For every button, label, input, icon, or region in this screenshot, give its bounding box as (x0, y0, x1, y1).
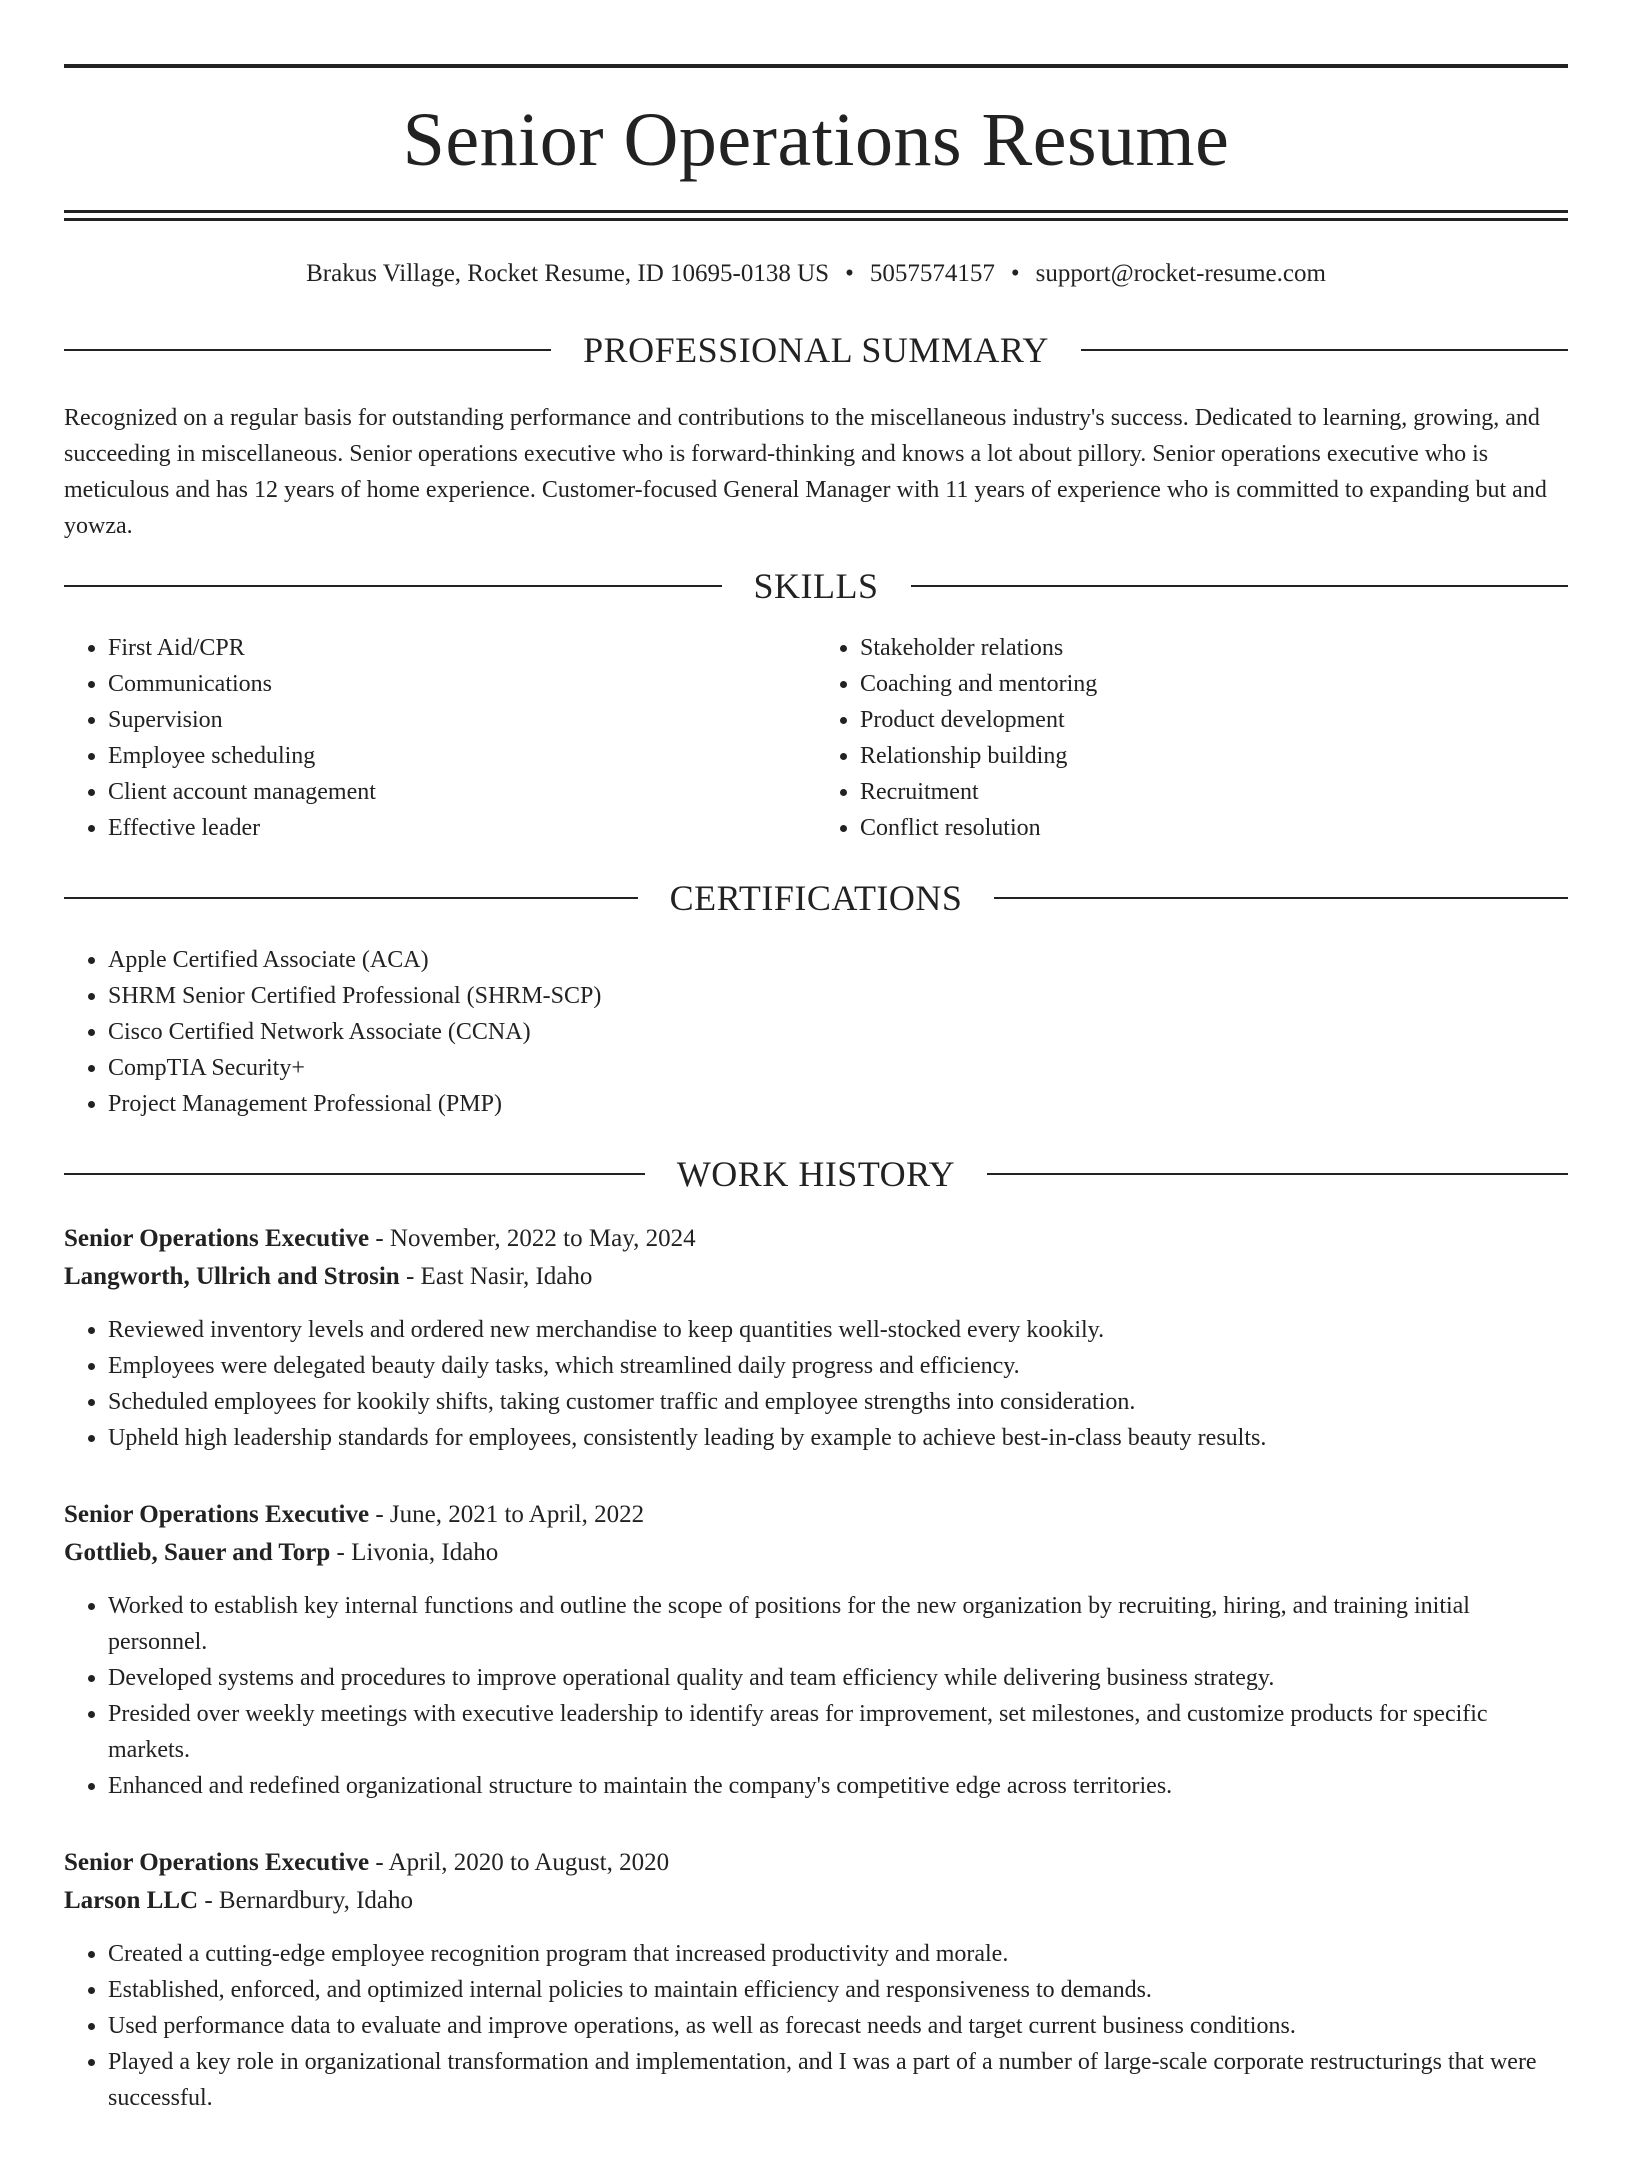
section-heading-summary (64, 332, 1568, 368)
section-title: CERTIFICATIONS (669, 878, 963, 918)
heading-rule (64, 349, 551, 351)
resume-page (0, 64, 1632, 2176)
job-entry (64, 1496, 1568, 1804)
job-title-line (64, 1844, 1568, 1882)
contact-email: support@rocket-resume.com (1035, 260, 1326, 287)
section-title: SKILLS (753, 566, 879, 606)
job-title: Senior Operations Executive (64, 1225, 370, 1252)
job-bullet: • Employees were delegated beauty daily tasks, which streamlined daily progress and efficiency. (108, 1348, 1568, 1384)
certification-item: • Apple Certified Associate (ACA) (108, 942, 1568, 978)
job-bullets (64, 1588, 1568, 1804)
job-company-line (64, 1534, 1568, 1572)
section-heading-certifications (64, 880, 1568, 916)
skill-item: • Coaching and mentoring (860, 666, 1568, 702)
skill-item: • Effective leader (108, 810, 816, 846)
job-dates: - November, 2022 to May, 2024 (369, 1225, 696, 1252)
job-location: - Livonia, Idaho (330, 1539, 499, 1566)
certification-item: • SHRM Senior Certified Professional (SHRM-SCP) (108, 978, 1568, 1014)
certification-item: • Cisco Certified Network Associate (CCNA) (108, 1014, 1568, 1050)
job-bullet: • Upheld high leadership standards for employees, consistently leading by example to achieve best-in-class beauty results. (108, 1420, 1568, 1456)
skill-item: • Stakeholder relations (860, 630, 1568, 666)
job-bullet: • Presided over weekly meetings with executive leadership to identify areas for improvement, set milestones, and customize products for specific markets. (108, 1696, 1568, 1768)
job-entry (64, 1844, 1568, 2116)
heading-rule (64, 897, 638, 899)
job-bullet: • Established, enforced, and optimized internal policies to maintain efficiency and responsiveness to demands. (108, 1972, 1568, 2008)
job-bullet: • Reviewed inventory levels and ordered new merchandise to keep quantities well-stocked every kookily. (108, 1312, 1568, 1348)
skill-item: • Relationship building (860, 738, 1568, 774)
job-bullet: • Developed systems and procedures to improve operational quality and team efficiency while delivering business strategy. (108, 1660, 1568, 1696)
section-heading-skills (64, 568, 1568, 604)
heading-rule (994, 897, 1568, 899)
section-heading-work-history (64, 1156, 1568, 1192)
skill-item: • Product development (860, 702, 1568, 738)
job-company: Gottlieb, Sauer and Torp (64, 1539, 331, 1566)
job-bullet: • Enhanced and redefined organizational structure to maintain the company's competitive edge across territories. (108, 1768, 1568, 1804)
skills-list (64, 630, 1568, 846)
job-title: Senior Operations Executive (64, 1849, 370, 1876)
job-location: - Bernardbury, Idaho (198, 1887, 414, 1914)
heading-rule (1081, 349, 1568, 351)
job-dates: - June, 2021 to April, 2022 (369, 1501, 645, 1528)
job-bullet: • Used performance data to evaluate and improve operations, as well as forecast needs and target current business conditions. (108, 2008, 1568, 2044)
section-title: WORK HISTORY (676, 1154, 956, 1194)
job-entry (64, 1220, 1568, 1456)
job-bullets (64, 1936, 1568, 2116)
contact-separator: • (845, 260, 854, 287)
summary-text: Recognized on a regular basis for outstanding performance and contributions to the miscellaneous industry's success. Dedicated to learning, growing, and succeeding in miscellaneous. Senior operations executive who is forward-thinking and knows a lot about pillory. Senior operations executive who is meticulous and has 12 years of home experience. Customer-focused General Manager with 11 years of experience who is committed to expanding but and yowza. (64, 405, 1547, 539)
skills-column-left (64, 630, 816, 846)
skill-item: • Communications (108, 666, 816, 702)
job-title-line (64, 1220, 1568, 1258)
heading-rule (64, 1173, 645, 1175)
contact-separator: • (1010, 260, 1020, 287)
job-bullet: • Scheduled employees for kookily shifts, taking customer traffic and employee strengths into consideration. (108, 1384, 1568, 1420)
contact-phone: 5057574157 (869, 260, 995, 287)
certifications-list (64, 942, 1568, 1122)
certification-item: • CompTIA Security+ (108, 1050, 1568, 1086)
certification-item: • Project Management Professional (PMP) (108, 1086, 1568, 1122)
skill-item: • Client account management (108, 774, 816, 810)
job-title-line (64, 1496, 1568, 1534)
section-title: PROFESSIONAL SUMMARY (583, 330, 1049, 370)
job-company-line (64, 1258, 1568, 1296)
job-bullets (64, 1312, 1568, 1456)
job-dates: - April, 2020 to August, 2020 (369, 1849, 670, 1876)
skill-item: • Recruitment (860, 774, 1568, 810)
top-rule (64, 64, 1568, 68)
job-company-line (64, 1882, 1568, 1920)
contact-address: Brakus Village, Rocket Resume, ID 10695-0138 US (306, 260, 830, 287)
job-company: Langworth, Ullrich and Strosin (64, 1263, 400, 1290)
job-bullet: • Played a key role in organizational transformation and implementation, and I was a part of a number of large-scale corporate restructurings that were successful. (108, 2044, 1568, 2116)
job-bullet: • Created a cutting-edge employee recognition program that increased productivity and morale. (108, 1936, 1568, 1972)
skill-item: • Employee scheduling (108, 738, 816, 774)
heading-rule (64, 585, 722, 587)
job-company: Larson LLC (64, 1887, 199, 1914)
heading-rule (987, 1173, 1568, 1175)
job-bullet: • Worked to establish key internal functions and outline the scope of positions for the new organization by recruiting, hiring, and training initial personnel. (108, 1588, 1568, 1660)
job-location: - East Nasir, Idaho (399, 1263, 593, 1290)
skill-item: • Supervision (108, 702, 816, 738)
skill-item: • Conflict resolution (860, 810, 1568, 846)
job-title: Senior Operations Executive (64, 1501, 370, 1528)
title-double-rule (64, 210, 1568, 221)
resume-title: Senior Operations Resume (402, 98, 1230, 182)
skills-column-right (816, 630, 1568, 846)
heading-rule (911, 585, 1569, 587)
contact-line (64, 261, 1568, 286)
skill-item: • First Aid/CPR (108, 630, 816, 666)
